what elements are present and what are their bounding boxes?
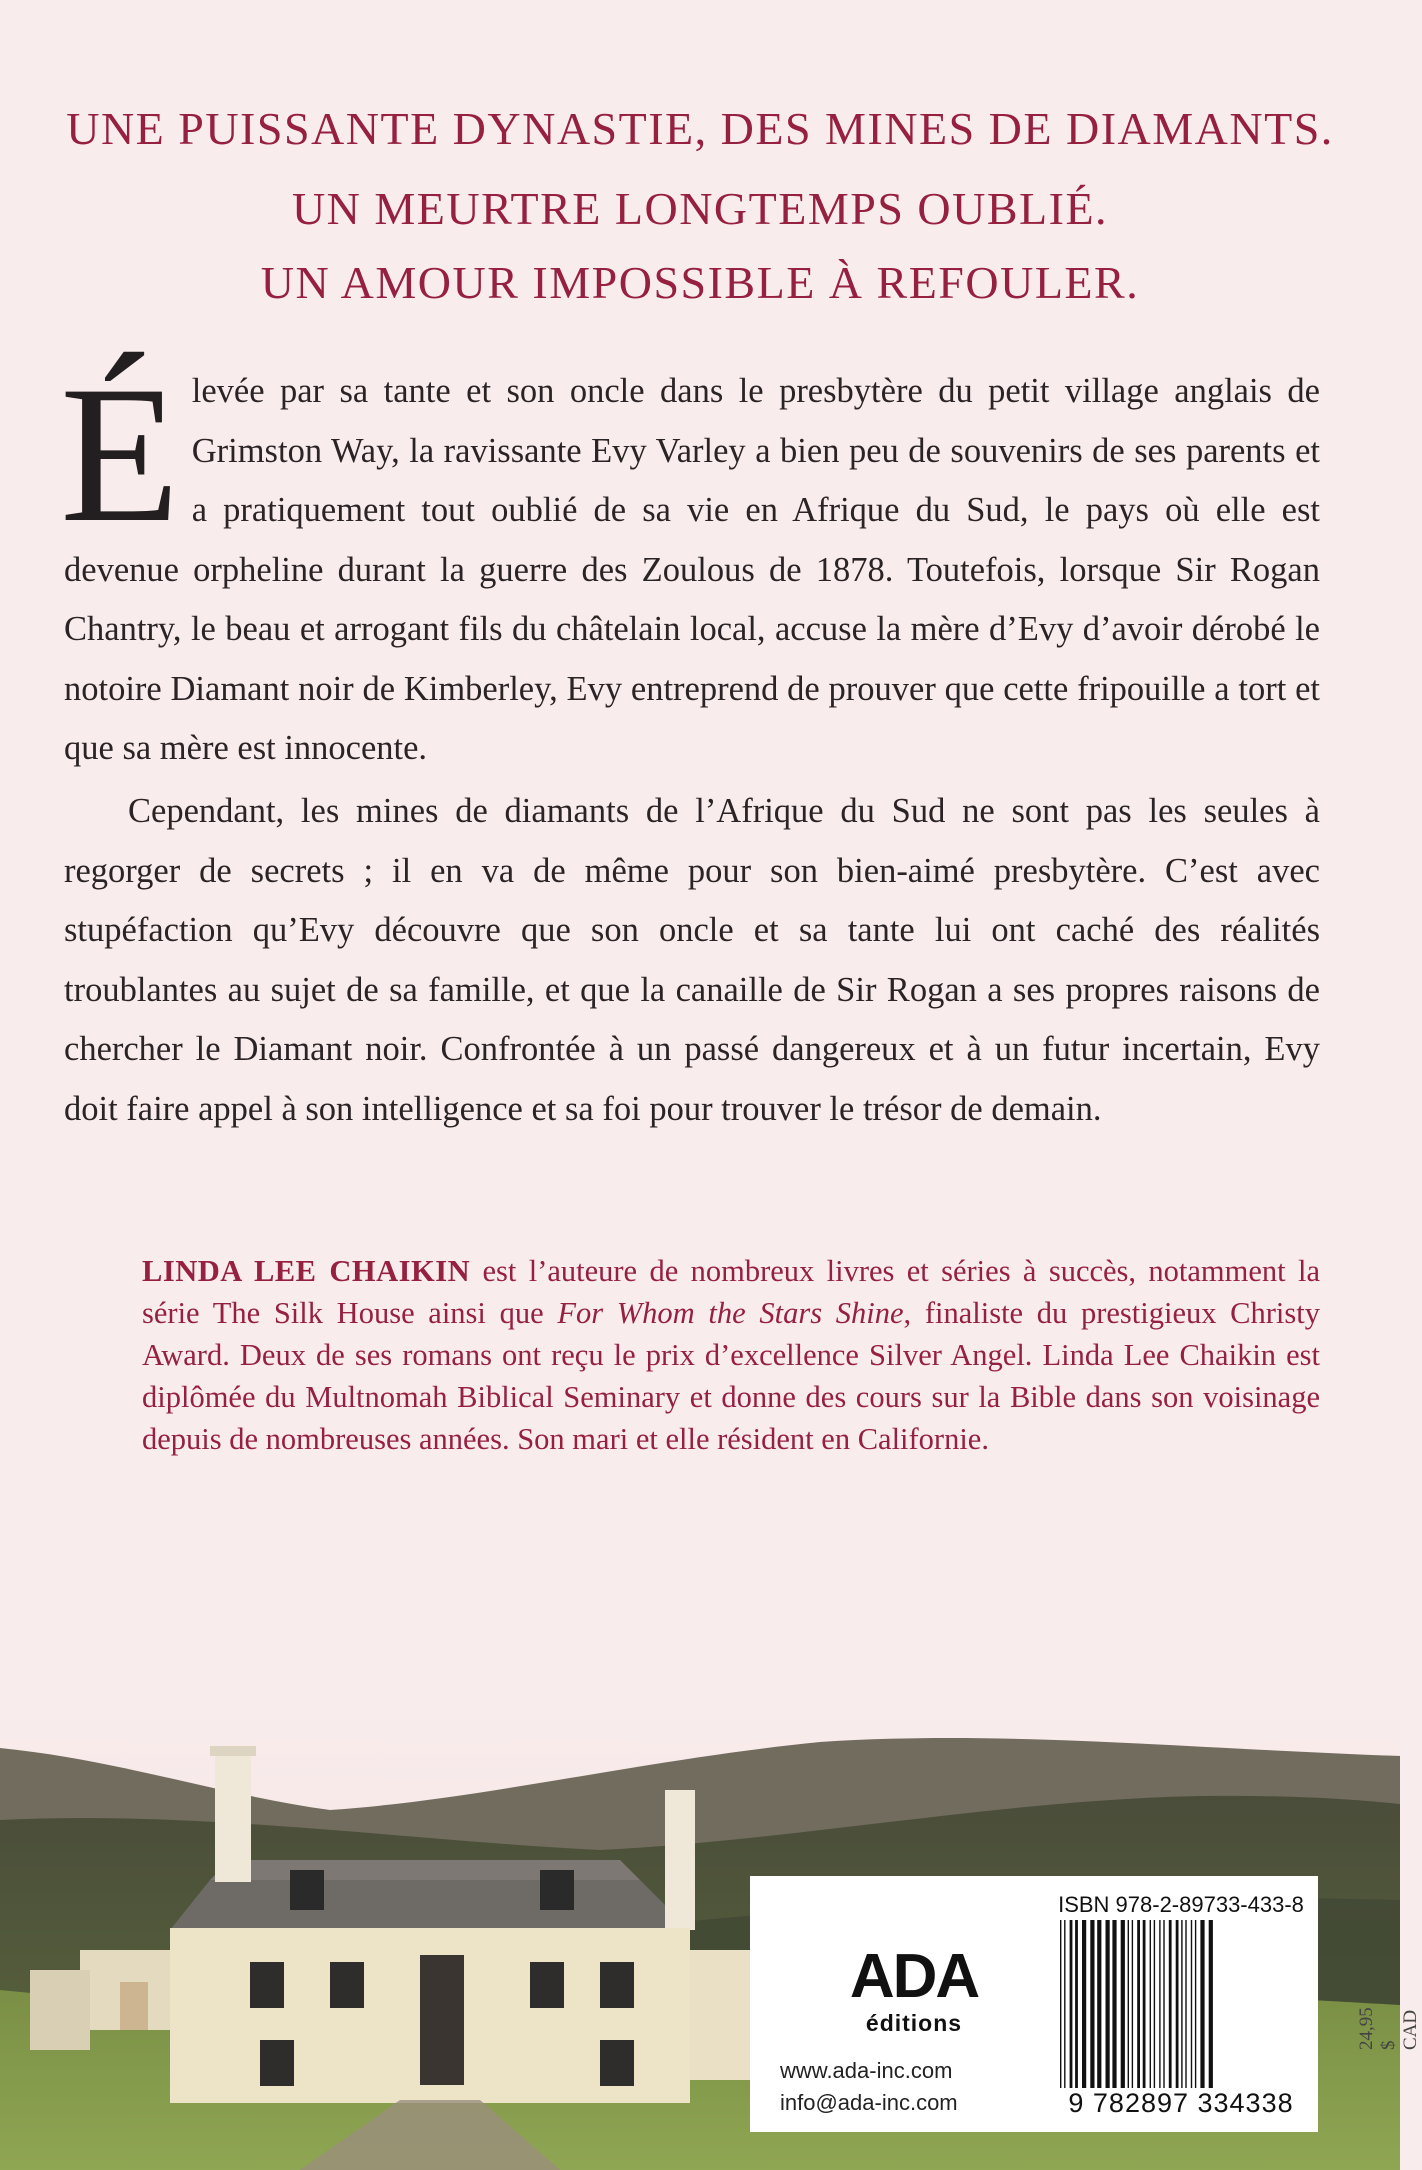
publisher-website[interactable]: www.ada-inc.com: [780, 2058, 953, 2083]
drop-cap: É: [60, 346, 180, 563]
barcode-bar: [1143, 1920, 1146, 2088]
price-label: 24,95 $ CAD: [1356, 2007, 1421, 2050]
barcode-bar: [1150, 1920, 1151, 2088]
publisher-info-box: [750, 1876, 1318, 2132]
barcode-bar: [1132, 1920, 1133, 2088]
summary-paragraph-1-text: levée par sa tante et son oncle dans le presbytère du petit village anglais de Grimston Way, la ravissante Evy Varley a bien peu de souvenirs de ses parents et a pratiquement tout oublié de sa vie en Afrique du Sud, le pays où elle est devenue orpheline durant la guerre des Zoulous de 1878. Toutefois, lorsque Sir Rogan Chantry, le beau et arrogant fils du châtelain local, accuse la mère d’Evy d’avoir dérobé le notoire Diamant noir de Kimberley, Evy entreprend de prouver que cette fripouille a tort et que sa mère est innocente.: [64, 372, 1320, 767]
barcode-bar: [1106, 1920, 1110, 2088]
barcode-bar: [1121, 1920, 1125, 2088]
barcode-bar: [1200, 1920, 1204, 2088]
barcode-bar: [1169, 1920, 1172, 2088]
summary-paragraph-2: Cependant, les mines de diamants de l’Afrique du Sud ne sont pas les seules à regorger de secrets ; il en va de même pour son bien-aimé presbytère. C’est avec stupéfaction qu’Evy découvre que son oncle et sa tante lui ont caché des réalités troublantes au sujet de sa famille, et que la canaille de Sir Rogan a ses propres raisons de chercher le Diamant noir. Confrontée à un passé dangereux et à un futur incertain, Evy doit faire appel à son intelligence et sa foi pour trouver le trésor de demain.: [64, 792, 1320, 1128]
barcode-bar: [1154, 1920, 1155, 2088]
isbn-label: ISBN 978-2-89733-433-8: [1058, 1892, 1304, 1917]
barcode-bar: [1209, 1920, 1213, 2088]
barcode-bar: [1090, 1920, 1094, 2088]
barcode-bar: [1070, 1920, 1073, 2088]
author-name: LINDA LEE CHAIKIN: [142, 1254, 471, 1288]
barcode-bar: [1195, 1920, 1196, 2088]
tagline-2: UN MEURTRE LONGTEMPS OUBLIÉ.: [291, 183, 1109, 234]
author-bio-text-2: , finaliste du prestigieux Christy Award. Deux de ses romans ont reçu le prix d’excellence Silver Angel. Linda Lee Chaikin est diplômée du Multnomah Biblical Seminary et donne des cours sur la Bible dans son voisinage depuis de nombreuses années. Son mari et elle résident en Californie.: [142, 1296, 1320, 1456]
barcode-bar: [1097, 1920, 1101, 2088]
barcode-bar: [1181, 1920, 1182, 2088]
publisher-logo: ADA: [849, 1942, 979, 2011]
barcode-bar: [1064, 1920, 1065, 2088]
barcode-bar: [1159, 1920, 1160, 2088]
barcode-bar: [1082, 1920, 1086, 2088]
summary-paragraph-1: [60, 346, 1320, 779]
barcode-bar: [1060, 1920, 1061, 2088]
barcode-bar: [1137, 1920, 1140, 2088]
barcode-bar: [1176, 1920, 1179, 2088]
publisher-logo-subtext: éditions: [865, 2010, 963, 2036]
author-bio-text-1: est l’auteure de nombreux livres et séries à succès, notamment la série The Silk House ainsi que: [142, 1254, 1320, 1330]
barcode-bar: [1185, 1920, 1186, 2088]
isbn-barcode: [1056, 1920, 1306, 2088]
tagline-3: UN AMOUR IMPOSSIBLE À REFOULER.: [260, 257, 1140, 308]
tagline-1: UNE PUISSANTE DYNASTIE, DES MINES DE DIAMANTS.: [66, 103, 1334, 154]
barcode-bar: [1112, 1920, 1116, 2088]
barcode-bar: [1163, 1920, 1164, 2088]
isbn-digits: 9 782897 334338: [1068, 2088, 1294, 2118]
author-bio: [142, 1250, 1320, 1460]
publisher-email[interactable]: info@ada-inc.com: [780, 2090, 958, 2115]
book-title: For Whom the Stars Shine: [557, 1296, 904, 1330]
barcode-bar: [1128, 1920, 1129, 2088]
barcode-bar: [1075, 1920, 1078, 2088]
barcode-bar: [1191, 1920, 1192, 2088]
